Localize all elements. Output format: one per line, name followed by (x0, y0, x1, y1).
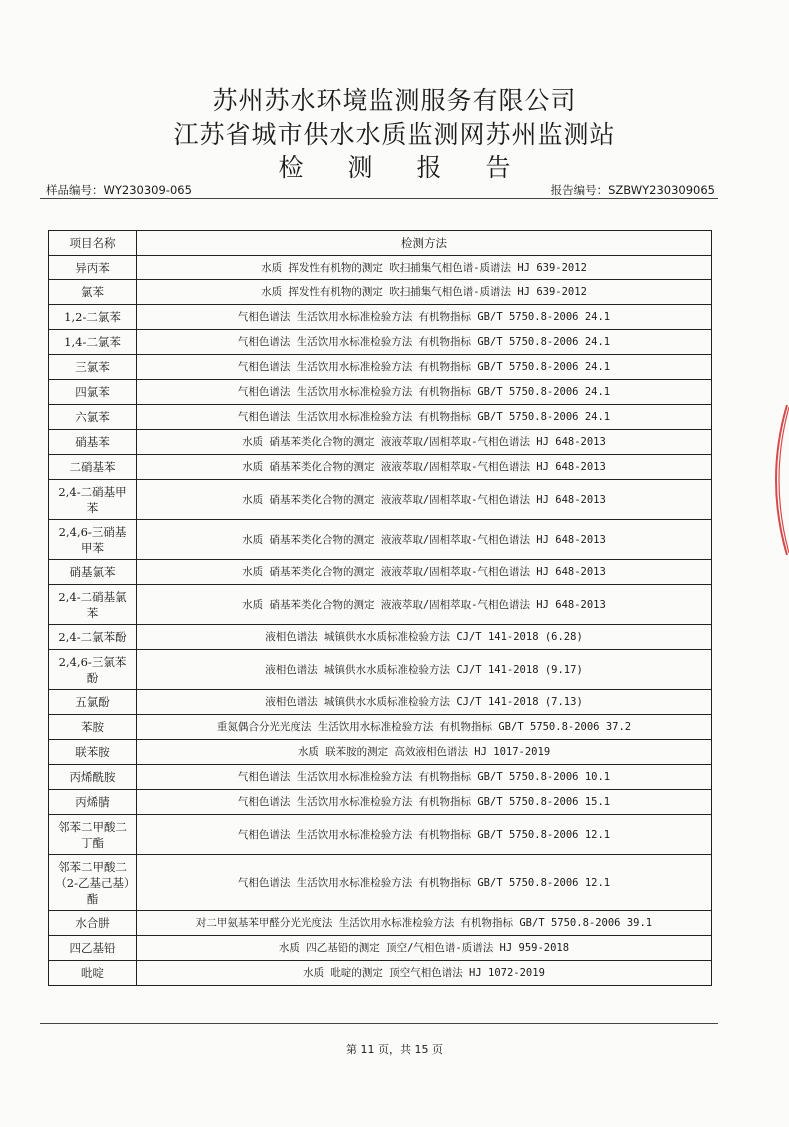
item-name-cell: 五氯酚 (49, 690, 137, 715)
table-body (49, 256, 712, 986)
method-cell: 重氮偶合分光光度法 生活饮用水标准检验方法 有机物指标 GB/T 5750.8-2006 37.2 (137, 715, 712, 740)
item-name-cell: 硝基氯苯 (49, 560, 137, 585)
report-title: 检测报告 (278, 153, 555, 182)
item-name-cell: 苯胺 (49, 715, 137, 740)
method-cell: 水质 四乙基铅的测定 顶空/气相色谱-质谱法 HJ 959-2018 (137, 936, 712, 961)
item-name-cell: 1,4-二氯苯 (49, 330, 137, 355)
col-item-header: 项目名称 (49, 231, 137, 256)
item-name-cell: 三氯苯 (49, 355, 137, 380)
col-method-header: 检测方法 (137, 231, 712, 256)
item-name-cell: 二硝基苯 (49, 455, 137, 480)
table-row (49, 790, 712, 815)
item-name-cell: 2,4-二硝基甲苯 (49, 480, 137, 520)
header-divider (40, 198, 718, 199)
method-cell: 气相色谱法 生活饮用水标准检验方法 有机物指标 GB/T 5750.8-2006 24.1 (137, 305, 712, 330)
methods-table (48, 230, 712, 986)
table-row (49, 715, 712, 740)
table-row (49, 405, 712, 430)
method-cell: 气相色谱法 生活饮用水标准检验方法 有机物指标 GB/T 5750.8-2006 12.1 (137, 855, 712, 911)
table-row (49, 690, 712, 715)
table-row (49, 256, 712, 280)
item-name-cell: 硝基苯 (49, 430, 137, 455)
item-name-cell: 六氯苯 (49, 405, 137, 430)
item-name-cell: 联苯胺 (49, 740, 137, 765)
method-cell: 对二甲氨基苯甲醛分光光度法 生活饮用水标准检验方法 有机物指标 GB/T 5750.8-2006 39.1 (137, 911, 712, 936)
item-name-cell: 2,4,6-三氯苯酚 (49, 650, 137, 690)
item-name-cell: 水合肼 (49, 911, 137, 936)
item-name-cell: 2,4-二硝基氯苯 (49, 585, 137, 625)
report-number: 报告编号：SZBWY230309065 (550, 183, 715, 197)
table-row (49, 625, 712, 650)
method-cell: 气相色谱法 生活饮用水标准检验方法 有机物指标 GB/T 5750.8-2006 24.1 (137, 380, 712, 405)
table-row (49, 765, 712, 790)
table-row (49, 961, 712, 986)
table-row (49, 355, 712, 380)
table-row (49, 740, 712, 765)
method-cell: 水质 联苯胺的测定 高效液相色谱法 HJ 1017-2019 (137, 740, 712, 765)
method-cell: 水质 硝基苯类化合物的测定 液液萃取/固相萃取-气相色谱法 HJ 648-2013 (137, 520, 712, 560)
table-row (49, 430, 712, 455)
item-name-cell: 异丙苯 (49, 256, 137, 280)
method-cell: 气相色谱法 生活饮用水标准检验方法 有机物指标 GB/T 5750.8-2006 24.1 (137, 405, 712, 430)
table-row (49, 330, 712, 355)
item-name-cell: 丙烯腈 (49, 790, 137, 815)
method-cell: 水质 挥发性有机物的测定 吹扫捕集气相色谱-质谱法 HJ 639-2012 (137, 256, 712, 280)
sample-number: 样品编号：WY230309-065 (46, 183, 192, 197)
report-header (0, 84, 789, 184)
item-name-cell: 氯苯 (49, 280, 137, 305)
item-name-cell: 四氯苯 (49, 380, 137, 405)
table-row (49, 911, 712, 936)
method-cell: 气相色谱法 生活饮用水标准检验方法 有机物指标 GB/T 5750.8-2006 24.1 (137, 355, 712, 380)
company-name: 苏州苏水环境监测服务有限公司 (212, 86, 577, 115)
table-row (49, 585, 712, 625)
method-cell: 水质 吡啶的测定 顶空气相色谱法 HJ 1072-2019 (137, 961, 712, 986)
table-row (49, 815, 712, 855)
table-row (49, 855, 712, 911)
method-cell: 水质 硝基苯类化合物的测定 液液萃取/固相萃取-气相色谱法 HJ 648-2013 (137, 430, 712, 455)
footer-divider (40, 1023, 718, 1024)
item-name-cell: 1,2-二氯苯 (49, 305, 137, 330)
table-row (49, 520, 712, 560)
method-cell: 气相色谱法 生活饮用水标准检验方法 有机物指标 GB/T 5750.8-2006 12.1 (137, 815, 712, 855)
method-cell: 水质 硝基苯类化合物的测定 液液萃取/固相萃取-气相色谱法 HJ 648-2013 (137, 455, 712, 480)
method-cell: 液相色谱法 城镇供水水质标准检验方法 CJ/T 141-2018 (6.28) (137, 625, 712, 650)
table-row (49, 480, 712, 520)
item-name-cell: 丙烯酰胺 (49, 765, 137, 790)
table-row (49, 560, 712, 585)
method-cell: 气相色谱法 生活饮用水标准检验方法 有机物指标 GB/T 5750.8-2006 15.1 (137, 790, 712, 815)
item-name-cell: 2,4,6-三硝基甲苯 (49, 520, 137, 560)
page-number: 第 11 页，共 15 页 (346, 1043, 443, 1056)
item-name-cell: 2,4-二氯苯酚 (49, 625, 137, 650)
item-name-cell: 邻苯二甲酸二（2-乙基己基）酯 (49, 855, 137, 911)
method-cell: 气相色谱法 生活饮用水标准检验方法 有机物指标 GB/T 5750.8-2006 10.1 (137, 765, 712, 790)
method-cell: 水质 硝基苯类化合物的测定 液液萃取/固相萃取-气相色谱法 HJ 648-2013 (137, 585, 712, 625)
table-row (49, 455, 712, 480)
item-name-cell: 吡啶 (49, 961, 137, 986)
table-row (49, 650, 712, 690)
item-name-cell: 邻苯二甲酸二丁酯 (49, 815, 137, 855)
method-cell: 气相色谱法 生活饮用水标准检验方法 有机物指标 GB/T 5750.8-2006 24.1 (137, 330, 712, 355)
method-cell: 水质 硝基苯类化合物的测定 液液萃取/固相萃取-气相色谱法 HJ 648-2013 (137, 560, 712, 585)
method-cell: 液相色谱法 城镇供水水质标准检验方法 CJ/T 141-2018 (9.17) (137, 650, 712, 690)
method-cell: 液相色谱法 城镇供水水质标准检验方法 CJ/T 141-2018 (7.13) (137, 690, 712, 715)
method-cell: 水质 挥发性有机物的测定 吹扫捕集气相色谱-质谱法 HJ 639-2012 (137, 280, 712, 305)
method-cell: 水质 硝基苯类化合物的测定 液液萃取/固相萃取-气相色谱法 HJ 648-2013 (137, 480, 712, 520)
table-header-row (49, 231, 712, 256)
item-name-cell: 四乙基铅 (49, 936, 137, 961)
seal-stamp-fragment (763, 405, 789, 555)
station-name: 江苏省城市供水水质监测网苏州监测站 (173, 120, 616, 149)
table-row (49, 305, 712, 330)
table-row (49, 280, 712, 305)
table-row (49, 936, 712, 961)
table-row (49, 380, 712, 405)
